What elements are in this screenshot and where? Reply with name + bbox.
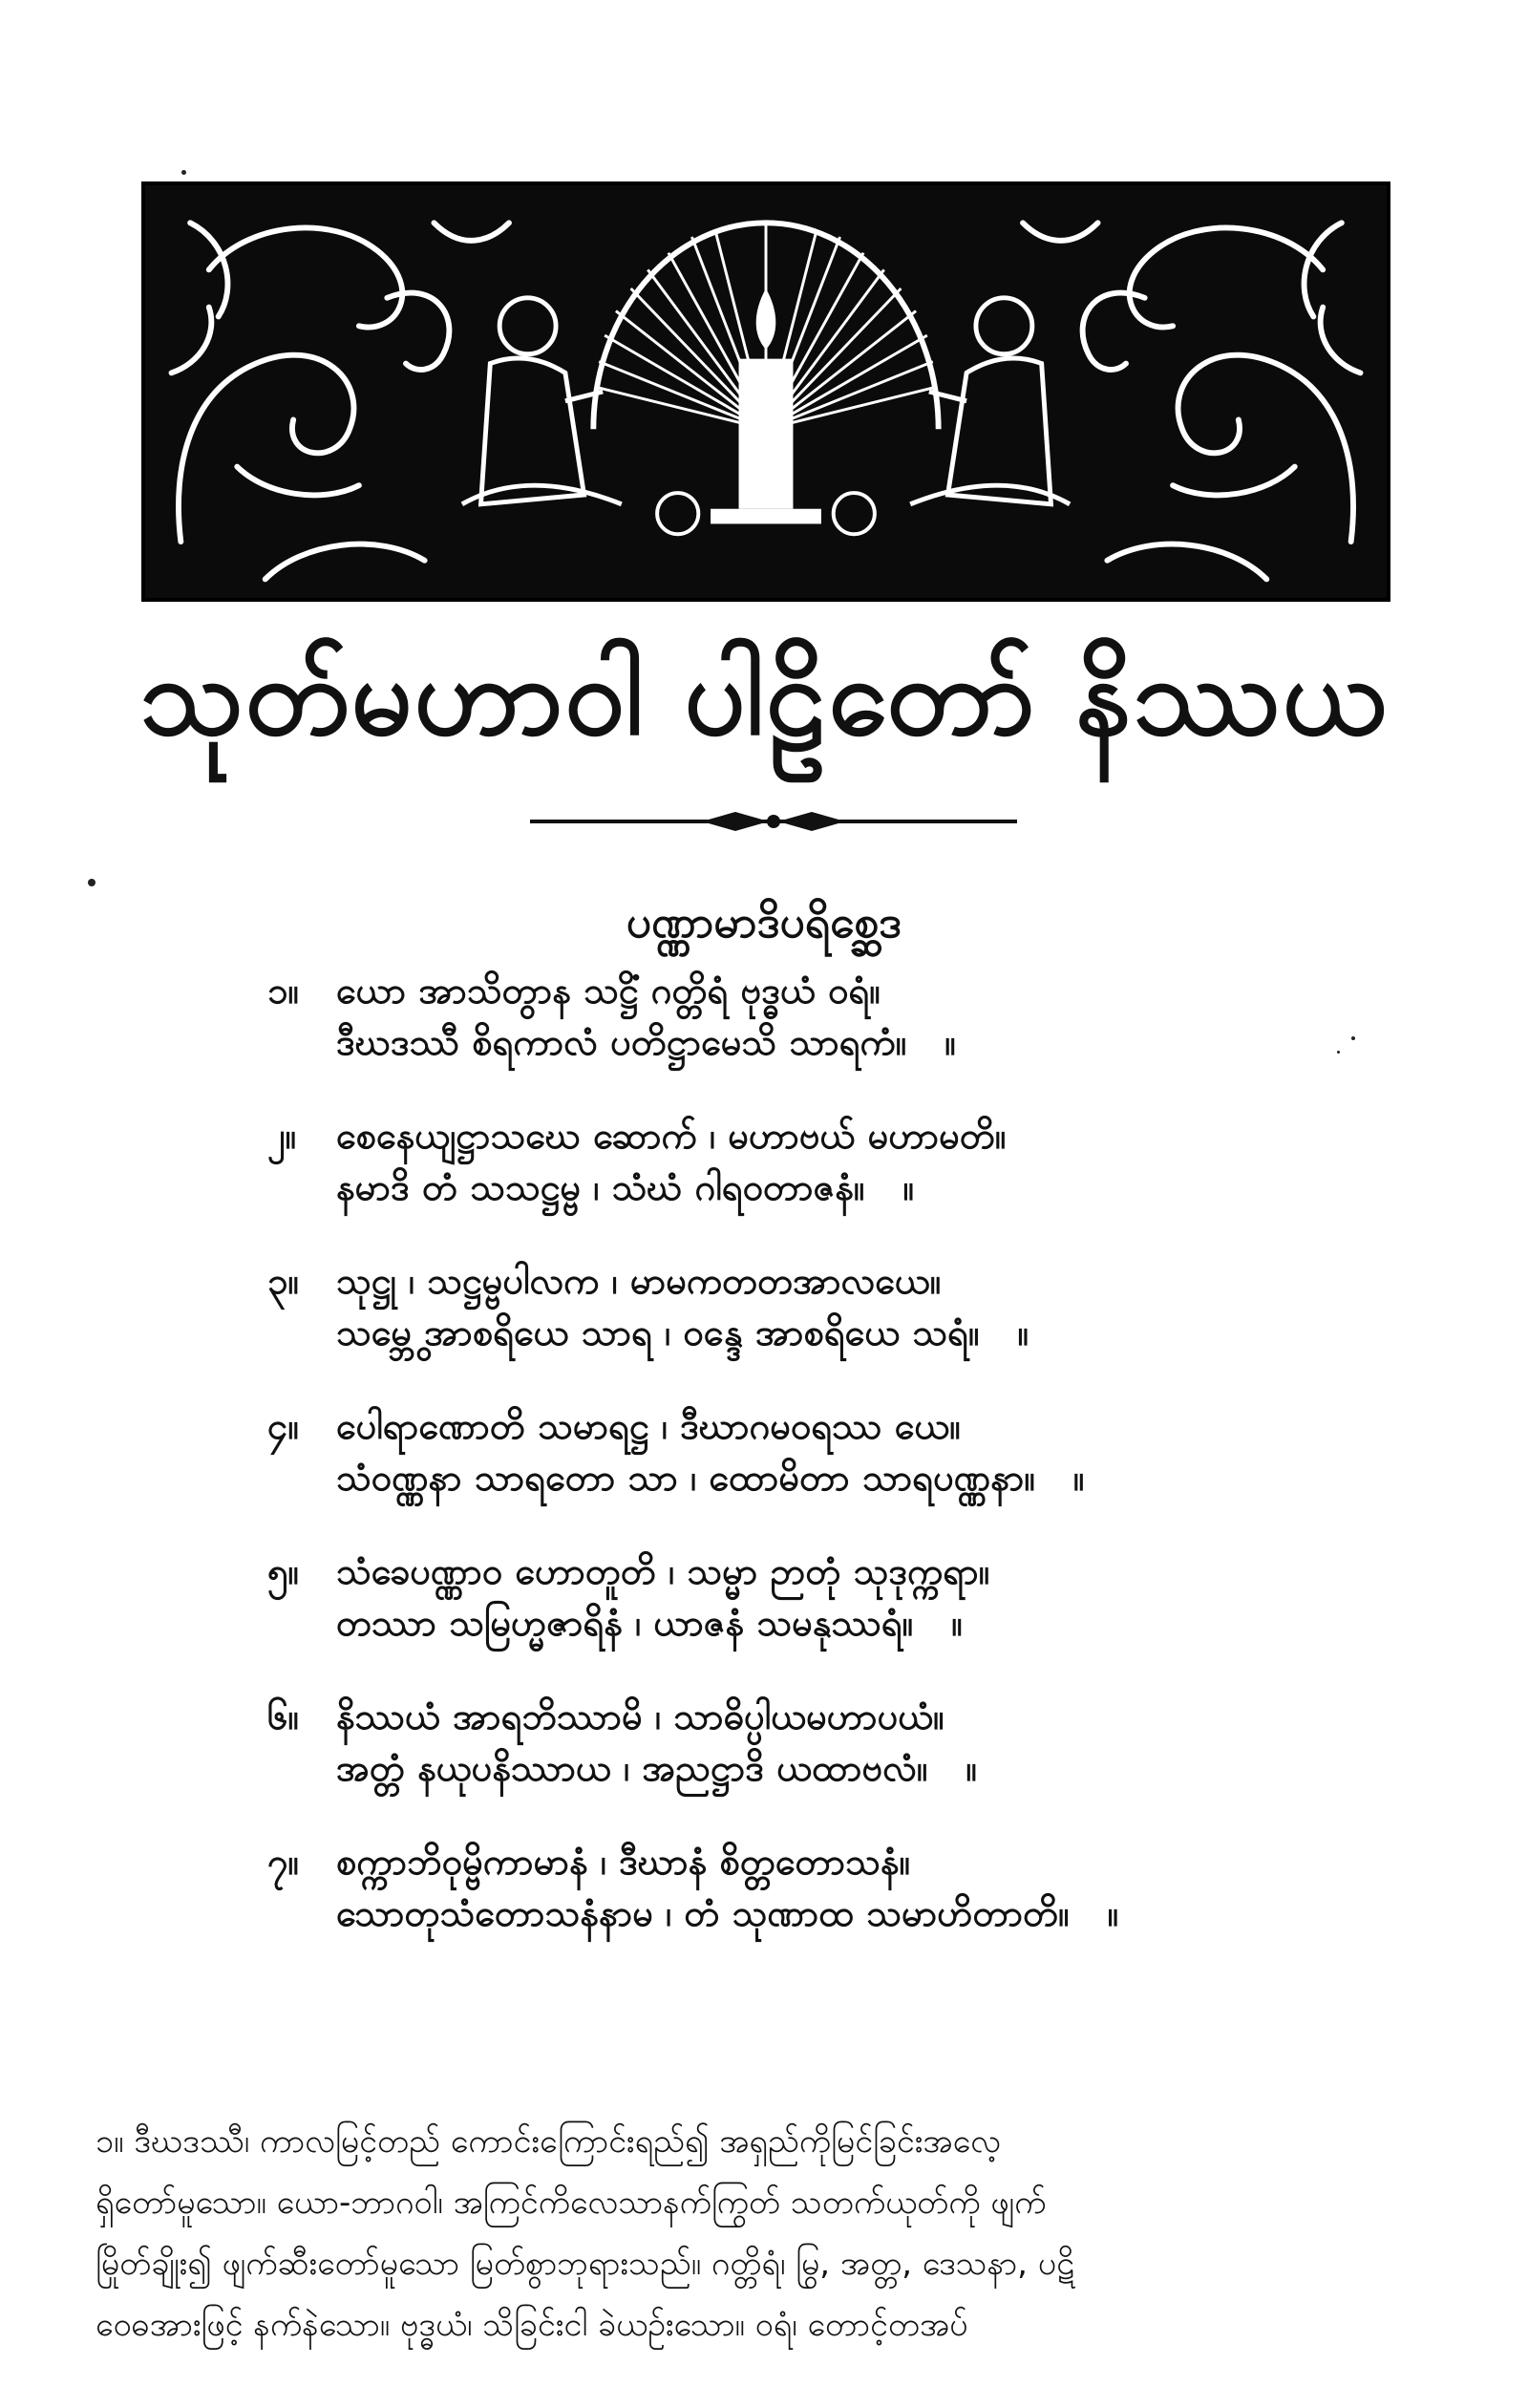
print-speck (88, 879, 96, 886)
verse-number: ၄။ (267, 1405, 299, 1447)
verse-1 (267, 965, 1461, 1110)
print-speck (1337, 1051, 1340, 1054)
verse-line-1: ပေါရာဏောတိ သမာရဋ္ဌ ၊ ဒီဃာဂမဝရဿ ယေ။ (336, 1405, 961, 1447)
verse-line-2: သံဝဏ္ဏနာ သာရတော သာ ၊ ထောမိတာ သာရပဏ္ဏနာ။ (336, 1457, 1035, 1499)
print-speck (1351, 1036, 1355, 1040)
verse-line-2: ဒီဃဒဿီ စိရကာလံ ပတိဋ္ဌာမေသိ သာရကံ။ (336, 1021, 907, 1063)
ornamental-divider (530, 802, 1017, 841)
commentary-line: ဝေဓအားဖြင့် နက်နဲသော။ ဗုဒ္ဓယံ၊ သိခြင်းငါ ခဲယဉ်းသော။ ဝရံ၊ တောင့်တအပ် (96, 2306, 968, 2344)
verse-number: ၁။ (267, 970, 299, 1012)
verse-list (267, 965, 1461, 1981)
verse-line-2: နမာဒိ တံ သသဋ္ဌမ္ဗ ၊ သံဃံ ဂါရဝတာဇနံ။ (336, 1166, 865, 1208)
verse-6 (267, 1691, 1461, 1836)
verse-end-mark: ။ (951, 1602, 963, 1644)
print-speck (181, 170, 186, 175)
verse-end-mark: ။ (902, 1166, 914, 1208)
verse-number: ၂။ (267, 1115, 297, 1157)
commentary-line: ရှိတော်မူသော။ ယော-ဘာဂဝါ၊ အကြင်ကိလေသာနက်ကြွတ် သတက်ယုတ်ကို ဖျက် (96, 2184, 1047, 2222)
verse-line-2: အတ္တံ နယုပနိဿာယ ၊ အညဋ္ဌာဒိ ယထာဗလံ။ (336, 1747, 928, 1789)
ornamental-banner (141, 181, 1390, 602)
verse-line-2: တဿာ သမြဟ္မဇာရိနံ ၊ ယာဇနံ သမနုဿရံ။ (336, 1602, 914, 1644)
verse-end-mark: ။ (944, 1021, 956, 1063)
verse-end-mark: ။ (1107, 1892, 1119, 1934)
verse-5 (267, 1545, 1461, 1691)
verse-number: ၇။ (267, 1841, 299, 1883)
verse-2 (267, 1110, 1461, 1255)
verse-line-1: စေနေယျဋ္ဌာသဃေ ဆောက် ၊ မဟာဗယ် မဟာမတိ။ (336, 1115, 1007, 1157)
verse-line-2: သောတုသံတောသနံနာမ ၊ တံ သုဏာထ သမာဟိတာတိ။ (336, 1892, 1070, 1934)
candle (739, 359, 794, 509)
commentary-line: ၁။ ဒီဃဒဿီ၊ ကာလမြင့်တည် ကောင်းကြောင်းရည်၍ အရှည်ကိုမြင်ခြင်းအလေ့ (96, 2122, 1001, 2161)
commentary-paragraph (96, 2111, 1432, 2355)
verse-line-1: ယော အာသိတွာန သဋ္ဌိံ ဂတ္တိရံ ဗုဒ္ဓယံ ဝရံ။ (336, 970, 881, 1012)
verse-7 (267, 1836, 1461, 1981)
verse-line-1: သံခေပဏ္ဏာဝ ဟောတူတိ ၊ သမ္မာ ဉာတုံ သုဒုက္ကရာ။ (336, 1550, 990, 1592)
verse-number: ၅။ (267, 1550, 299, 1592)
chapter-heading: ပဏ္ဏာမာဒိပရိစ္ဆေဒ (626, 896, 902, 948)
verse-line-1: သုဋ္ဌု ၊ သဋ္ဌမ္ဗပါလက ၊ မာမကတတအာလယေ။ (336, 1260, 942, 1302)
candle-and-devotees-illustration (145, 185, 1387, 598)
verse-end-mark: ။ (1017, 1311, 1029, 1353)
verse-3 (267, 1255, 1461, 1400)
verse-number: ၃။ (267, 1260, 299, 1302)
verse-number: ၆။ (267, 1695, 299, 1737)
commentary-line: မြိုတ်ချိုး၍ ဖျက်ဆီးတော်မူသော မြတ်စွာဘုရားသည်။ ဂတ္တိရံ၊ မြွ, အတ္တ, ဒေသနာ, ပဋိ (96, 2245, 1074, 2283)
verse-4 (267, 1400, 1461, 1545)
book-title: သုတ်မဟာဝါ ပါဠိတော် နိဿယ (139, 635, 1389, 759)
verse-line-1: စက္ကာဘိဝုမ္ဗိကာမာနံ ၊ ဒီဃာနံ စိတ္တတောသနံ။ (336, 1841, 911, 1883)
verse-line-1: နိဿယံ အာရဘိဿာမိ ၊ သာဓိပ္ပါယမဟာပယံ။ (336, 1695, 944, 1737)
verse-end-mark: ။ (966, 1747, 977, 1789)
verse-line-2: သမ္ဘွေ အာစရိယေ သာရ ၊ ဝန္ဒေ အာစရိယေ သရံ။ (336, 1311, 980, 1353)
verse-end-mark: ။ (1072, 1457, 1085, 1499)
